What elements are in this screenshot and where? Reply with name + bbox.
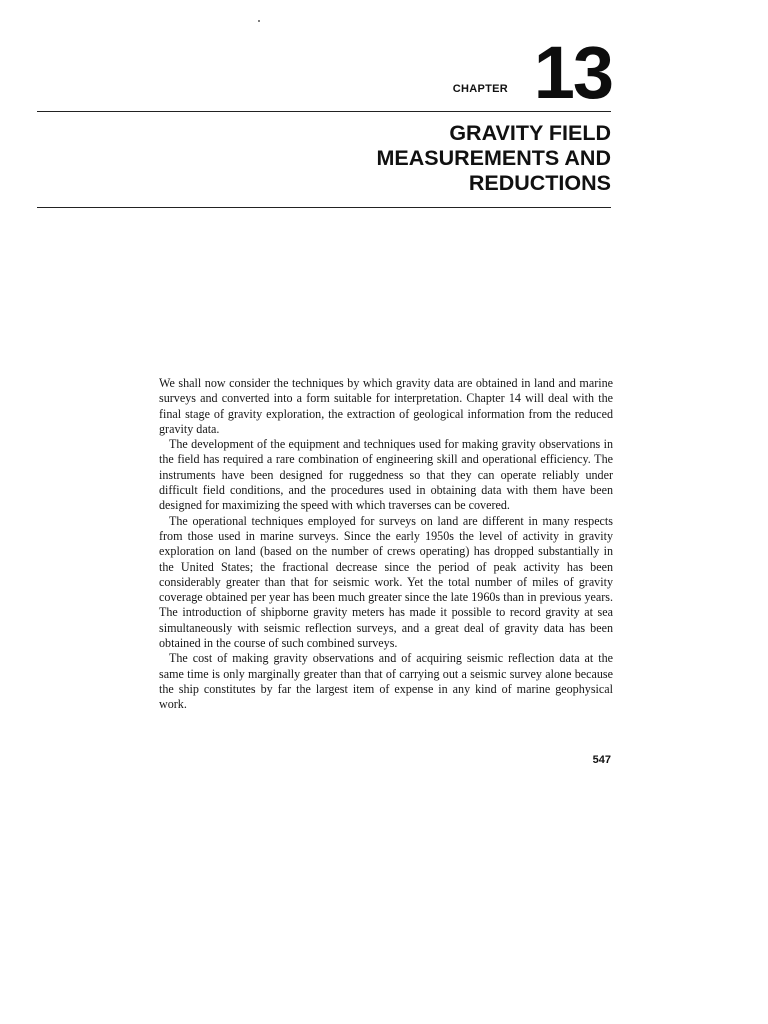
top-rule: [37, 111, 611, 112]
chapter-number: 13: [533, 31, 612, 114]
chapter-title-line: GRAVITY FIELD: [449, 121, 611, 145]
chapter-title-line: MEASUREMENTS AND: [376, 146, 611, 170]
paragraph: The development of the equipment and techniques used for making gravity observations in the field has required a rare combination of engineering skill and operational efficiency. The instruments have been designed for ruggedness so that they can operate reliably under difficult field conditions, and the procedures used in obtaining data with them have been designed for maximizing the speed with which traverses can be covered.: [159, 437, 613, 513]
bottom-rule: [37, 207, 611, 208]
chapter-label: CHAPTER: [452, 83, 508, 95]
paragraph: The cost of making gravity observations and of acquiring seismic reflection data at the same time is only marginally greater than that of carrying out a seismic survey alone because the ship constitutes by far the largest item of expense in any kind of marine geophysical work.: [159, 651, 613, 712]
chapter-title-line: REDUCTIONS: [468, 171, 611, 195]
chapter-heading: [380, 31, 612, 114]
chapter-title: [191, 121, 611, 196]
page-number: 547: [592, 754, 611, 766]
body-text: [159, 376, 613, 713]
scan-speck: [258, 20, 260, 22]
paragraph: The operational techniques employed for surveys on land are different in many respects from those used in marine surveys. Since the early 1950s the level of activity in gravity exploration on land (based on the number of crews operating) has dropped substantially in the United States; the fractional decrease since the period of peak activity has been considerably greater than that for seismic work. Yet the total number of miles of gravity coverage obtained per year has been much greater since the late 1960s than in previous years. The introduction of shipborne gravity meters has made it possible to record gravity at sea simultaneously with seismic reflection surveys, and a great deal of gravity data has been obtained in the course of such combined surveys.: [159, 513, 613, 651]
paragraph: We shall now consider the techniques by which gravity data are obtained in land and marine surveys and converted into a form suitable for interpretation. Chapter 14 will deal with the final stage of gravity exploration, the extraction of geological information from the reduced gravity data.: [159, 376, 613, 436]
